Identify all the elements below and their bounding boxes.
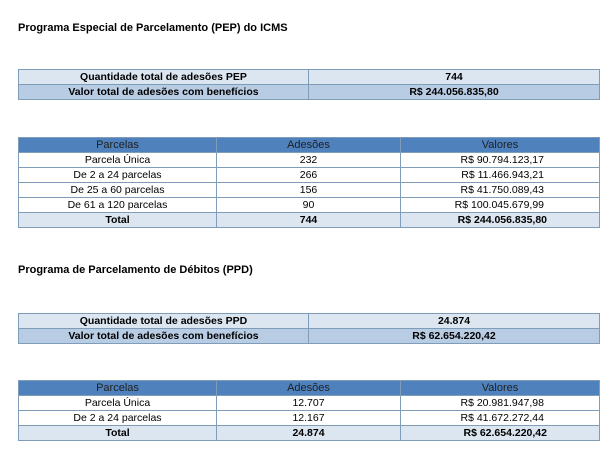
ppd-total-value: R$ 62.654.220,42 xyxy=(309,329,600,344)
ppd-row-valores: R$ 20.981.947,98 xyxy=(401,396,600,411)
pep-total-label: Valor total de adesões com benefícios xyxy=(19,85,309,100)
ppd-qty-value: 24.874 xyxy=(309,314,600,329)
ppd-detail-table xyxy=(18,380,600,441)
ppd-summary-total-row xyxy=(19,329,600,344)
ppd-detail-header-row xyxy=(19,381,600,396)
pep-total-row xyxy=(19,213,600,228)
pep-row-adesoes: 266 xyxy=(217,168,401,183)
ppd-total-valores: R$ 62.654.220,42 xyxy=(401,426,600,441)
pep-row-parcelas: Parcela Única xyxy=(19,153,217,168)
pep-summary-qty-row xyxy=(19,70,600,85)
ppd-row-adesoes: 12.167 xyxy=(217,411,401,426)
table-row xyxy=(19,396,600,411)
pep-row-adesoes: 90 xyxy=(217,198,401,213)
pep-row-parcelas: De 61 a 120 parcelas xyxy=(19,198,217,213)
ppd-total-row xyxy=(19,426,600,441)
pep-row-valores: R$ 41.750.089,43 xyxy=(401,183,600,198)
pep-row-adesoes: 156 xyxy=(217,183,401,198)
pep-row-parcelas: De 2 a 24 parcelas xyxy=(19,168,217,183)
pep-total-parcelas: Total xyxy=(19,213,217,228)
table-row xyxy=(19,183,600,198)
ppd-row-adesoes: 12.707 xyxy=(217,396,401,411)
pep-row-valores: R$ 90.794.123,17 xyxy=(401,153,600,168)
pep-row-valores: R$ 100.045.679,99 xyxy=(401,198,600,213)
table-row xyxy=(19,153,600,168)
pep-total-value: R$ 244.056.835,80 xyxy=(309,85,600,100)
pep-total-valores: R$ 244.056.835,80 xyxy=(401,213,600,228)
ppd-row-parcelas: Parcela Única xyxy=(19,396,217,411)
pep-section-title: Programa Especial de Parcelamento (PEP) do ICMS xyxy=(18,22,288,34)
ppd-header-valores: Valores xyxy=(401,381,600,396)
pep-row-valores: R$ 11.466.943,21 xyxy=(401,168,600,183)
pep-header-adesoes: Adesões xyxy=(217,138,401,153)
ppd-total-parcelas: Total xyxy=(19,426,217,441)
pep-summary-total-row xyxy=(19,85,600,100)
ppd-total-label: Valor total de adesões com benefícios xyxy=(19,329,309,344)
pep-summary-table xyxy=(18,69,600,100)
pep-row-adesoes: 232 xyxy=(217,153,401,168)
ppd-header-adesoes: Adesões xyxy=(217,381,401,396)
table-row xyxy=(19,198,600,213)
pep-qty-value: 744 xyxy=(309,70,600,85)
pep-detail-header-row xyxy=(19,138,600,153)
pep-row-parcelas: De 25 a 60 parcelas xyxy=(19,183,217,198)
ppd-header-parcelas: Parcelas xyxy=(19,381,217,396)
pep-qty-label: Quantidade total de adesões PEP xyxy=(19,70,309,85)
ppd-summary-qty-row xyxy=(19,314,600,329)
table-row xyxy=(19,411,600,426)
pep-header-parcelas: Parcelas xyxy=(19,138,217,153)
pep-total-adesoes: 744 xyxy=(217,213,401,228)
ppd-row-parcelas: De 2 a 24 parcelas xyxy=(19,411,217,426)
ppd-total-adesoes: 24.874 xyxy=(217,426,401,441)
ppd-summary-table xyxy=(18,313,600,344)
table-row xyxy=(19,168,600,183)
ppd-row-valores: R$ 41.672.272,44 xyxy=(401,411,600,426)
ppd-qty-label: Quantidade total de adesões PPD xyxy=(19,314,309,329)
pep-detail-table xyxy=(18,137,600,228)
ppd-section-title: Programa de Parcelamento de Débitos (PPD) xyxy=(18,264,253,276)
pep-header-valores: Valores xyxy=(401,138,600,153)
